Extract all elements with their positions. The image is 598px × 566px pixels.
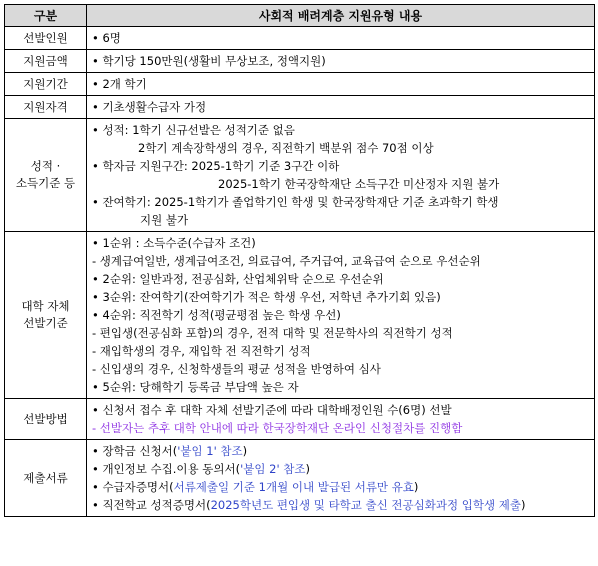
selection-rank4: • 4순위: 직전학기 성적(평균평점 높은 학생 우선) xyxy=(92,306,591,324)
row-eligibility xyxy=(5,96,595,119)
label-amount: 지원금액 xyxy=(5,50,87,73)
eligibility-value: • 기초생활수급자 가정 xyxy=(92,98,591,116)
criteria-grade: • 성적: 1학기 신규선발은 성적기준 없음 xyxy=(92,121,591,139)
selection-rank3: • 3순위: 잔여학기(잔여학기가 적은 학생 우선, 저학년 추가기회 있음) xyxy=(92,288,591,306)
method-line2: - 선발자는 추후 대학 안내에 따라 한국장학재단 온라인 신청절차를 진행함 xyxy=(92,421,463,435)
row-documents xyxy=(5,440,595,517)
row-criteria xyxy=(5,119,595,232)
selection-rank4-freshman: - 신입생의 경우, 신청학생들의 평균 성적을 반영하여 심사 xyxy=(92,362,381,376)
selection-rank2: • 2순위: 일반과정, 전공심화, 산업체위탁 순으로 우선순위 xyxy=(92,270,591,288)
criteria-grade-cont: 2학기 계속장학생의 경우, 직전학기 백분위 점수 70점 이상 xyxy=(138,141,434,155)
doc-recipient-cert-note: 서류제출일 기준 1개월 이내 발급된 서류만 유효 xyxy=(173,480,414,494)
row-amount xyxy=(5,50,595,73)
header-row xyxy=(5,5,595,27)
recruit-value: • 6명 xyxy=(92,29,591,47)
label-criteria xyxy=(5,119,87,232)
support-table xyxy=(4,4,595,517)
selection-rank4-transfer: - 편입생(전공심화 포함)의 경우, 전적 대학 및 전문학사의 직전학기 성적 xyxy=(92,326,453,340)
header-category: 구분 xyxy=(5,5,87,27)
method-line1: • 신청서 접수 후 대학 자체 선발기준에 따라 대학배정인원 수(6명) 선발 xyxy=(92,401,591,419)
header-content: 사회적 배려계층 지원유형 내용 xyxy=(87,5,595,27)
label-eligibility: 지원자격 xyxy=(5,96,87,119)
criteria-income-cont: 2025-1학기 한국장학재단 소득구간 미산정자 지원 불가 xyxy=(218,177,500,191)
row-period xyxy=(5,73,595,96)
doc-transcript-note: 2025학년도 편입생 및 타학교 출신 전공심화과정 입학생 제출 xyxy=(210,498,521,512)
doc-application: • 장학금 신청서('붙임 1' 참조) xyxy=(92,442,591,460)
selection-rank1: • 1순위 : 소득수준(수급자 조건) xyxy=(92,234,591,252)
selection-rank5: • 5순위: 당해학기 등록금 부담액 높은 자 xyxy=(92,378,591,396)
selection-rank4-readmit: - 재입학생의 경우, 재입학 전 직전학기 성적 xyxy=(92,344,311,358)
criteria-income: • 학자금 지원구간: 2025-1학기 기준 3구간 이하 xyxy=(92,157,591,175)
label-method: 선발방법 xyxy=(5,399,87,440)
label-recruit: 선발인원 xyxy=(5,27,87,50)
period-value: • 2개 학기 xyxy=(92,75,591,93)
criteria-remaining: • 잔여학기: 2025-1학기가 졸업학기인 학생 및 한국장학재단 기준 초과학기 학생 xyxy=(92,193,591,211)
label-selection-line2: 선발기준 xyxy=(23,316,68,330)
doc-recipient-cert: • 수급자증명서(서류제출일 기준 1개월 이내 발급된 서류만 유효) xyxy=(92,478,591,496)
row-method xyxy=(5,399,595,440)
row-recruit xyxy=(5,27,595,50)
doc-privacy: • 개인정보 수집.이용 동의서('붙임 2' 참조) xyxy=(92,460,591,478)
amount-value: • 학기당 150만원(생활비 무상보조, 정액지원) xyxy=(92,52,591,70)
label-criteria-line2: 소득기준 등 xyxy=(15,176,76,190)
row-selection xyxy=(5,232,595,399)
label-criteria-line1: 성적 · xyxy=(30,159,61,173)
label-documents: 제출서류 xyxy=(5,440,87,517)
label-period: 지원기간 xyxy=(5,73,87,96)
doc-transcript: • 직전학교 성적증명서(2025학년도 편입생 및 타학교 출신 전공심화과정 입학생 제출) xyxy=(92,496,591,514)
selection-rank1-detail: - 생계급여일반, 생계급여조건, 의료급여, 주거급여, 교육급여 순으로 우선순위 xyxy=(92,254,481,268)
label-selection xyxy=(5,232,87,399)
label-selection-line1: 대학 자체 xyxy=(21,299,70,313)
doc-privacy-ref: '붙임 2' 참조 xyxy=(240,462,306,476)
doc-application-ref: '붙임 1' 참조 xyxy=(177,444,243,458)
criteria-remaining-cont: 지원 불가 xyxy=(140,213,189,227)
